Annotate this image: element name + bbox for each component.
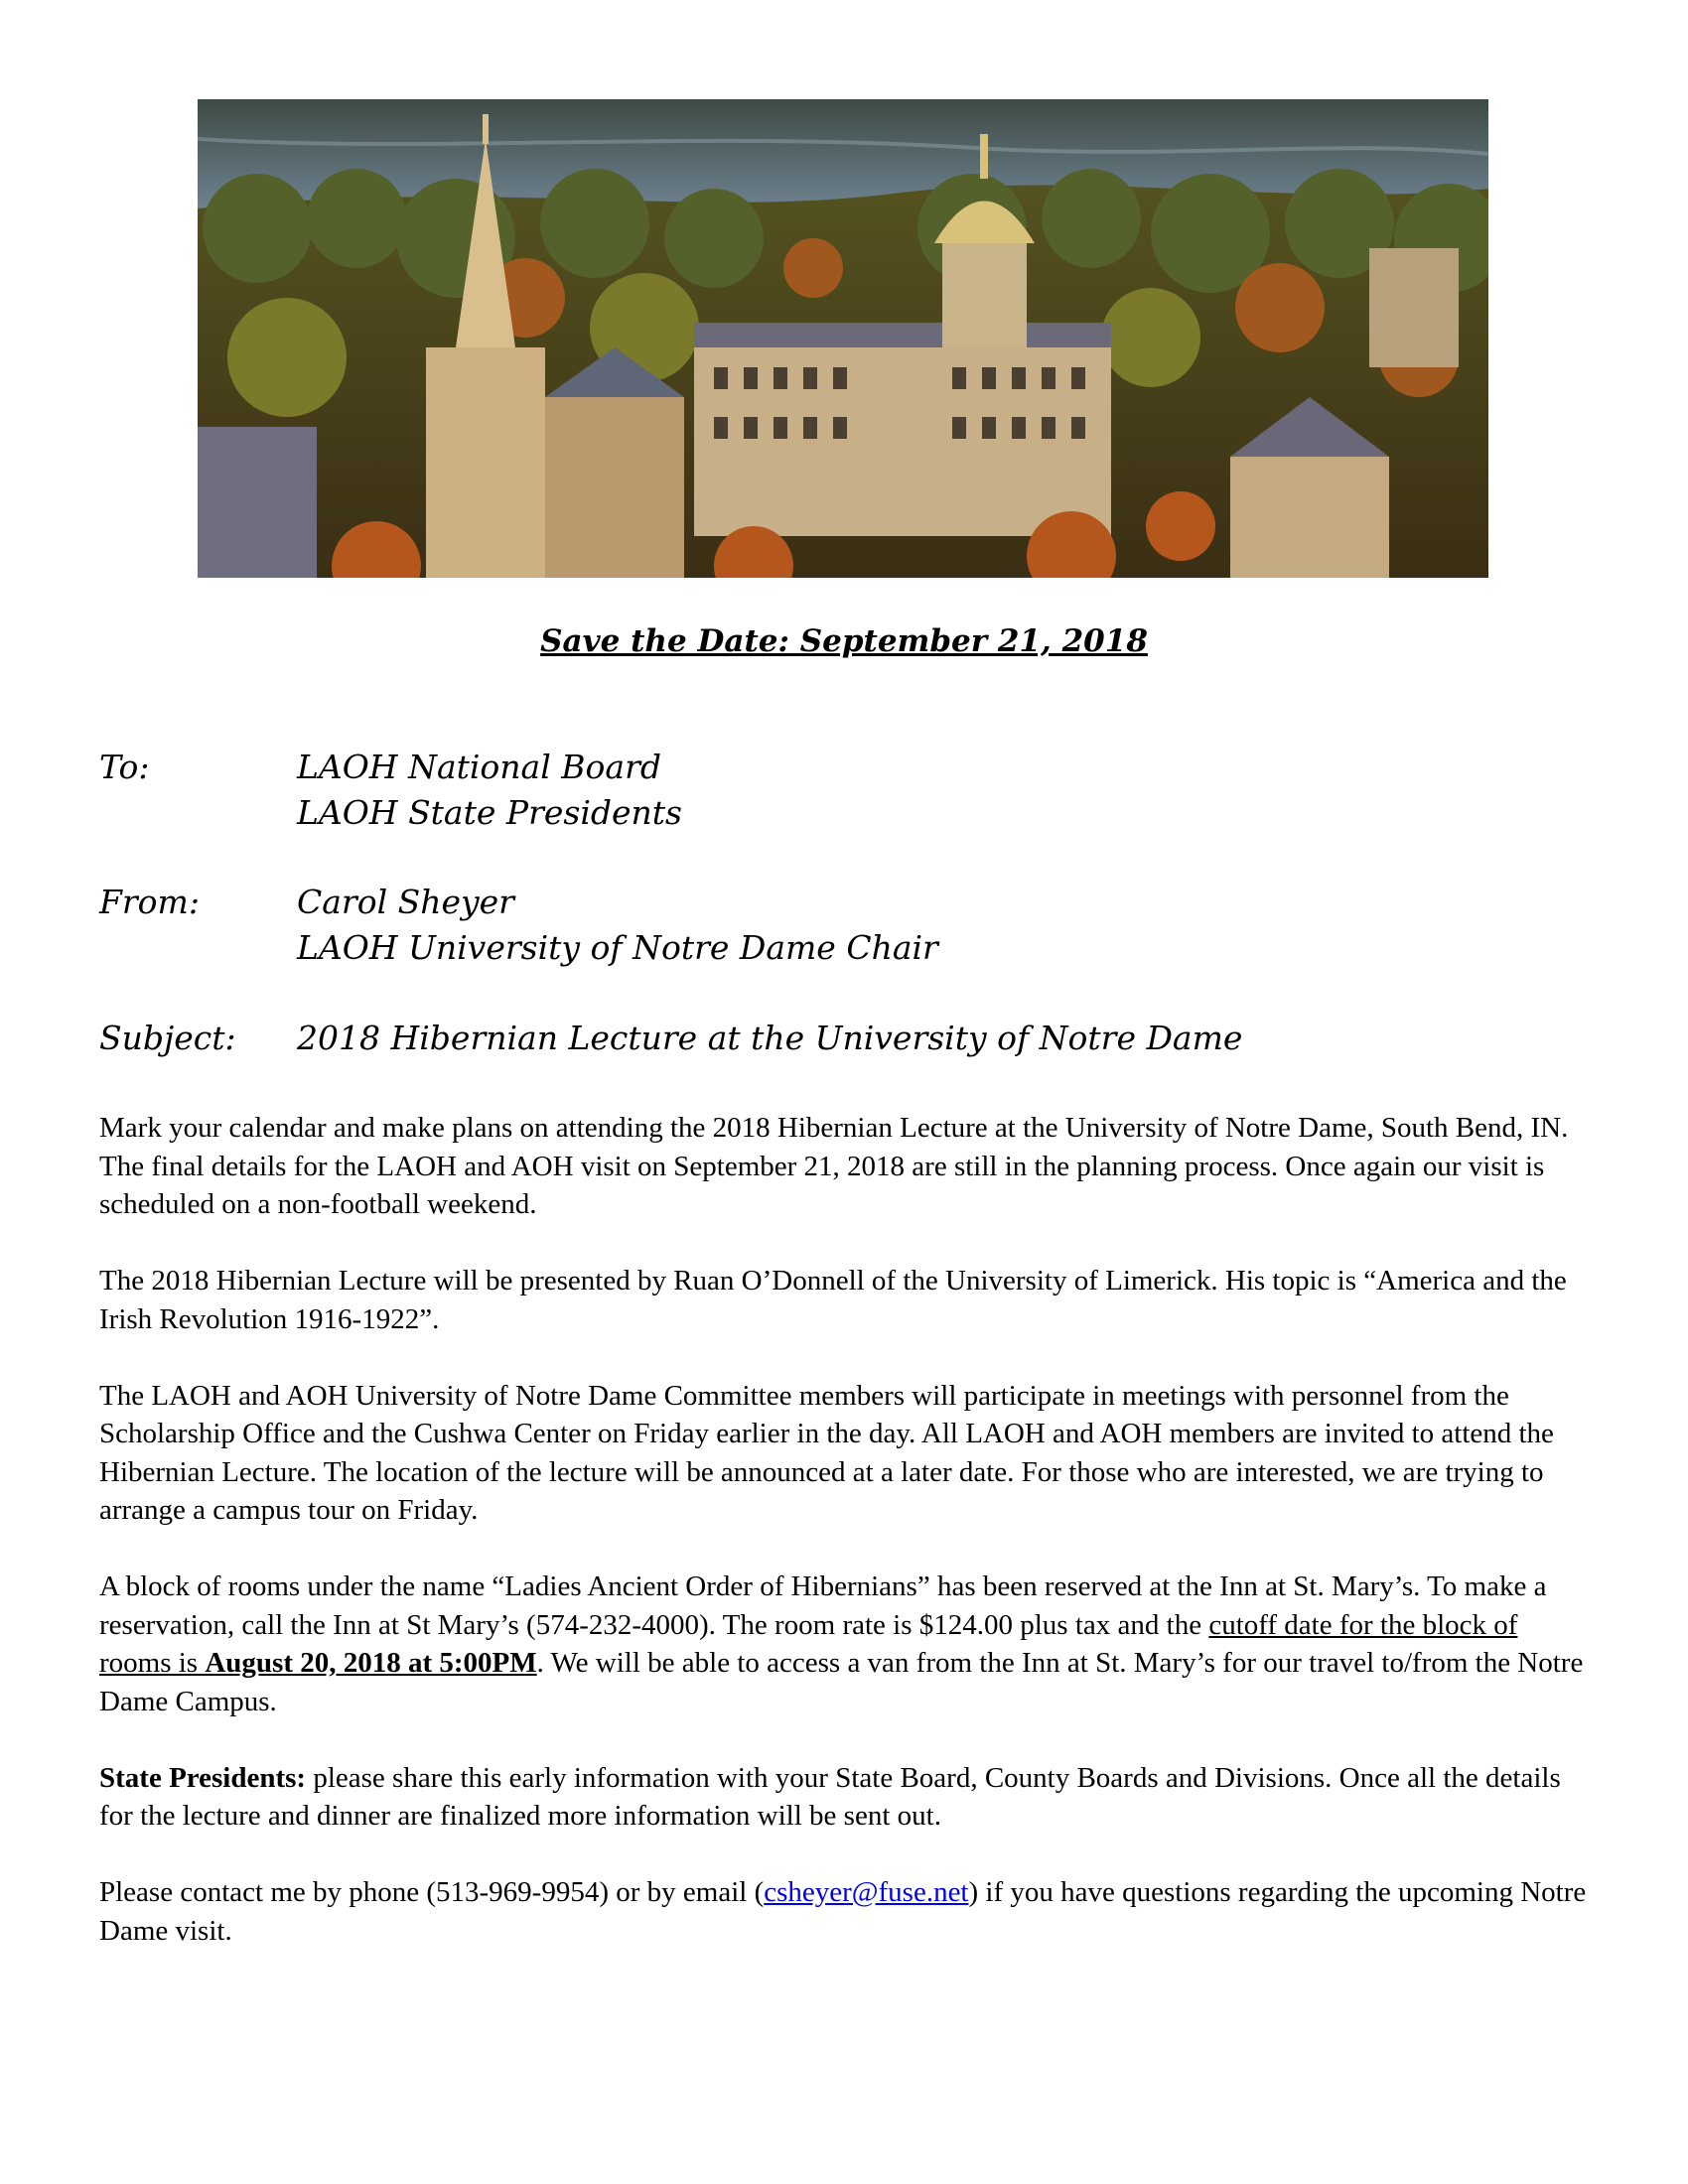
subject-text: 2018 Hibernian Lecture at the University of Notre Dame	[297, 1019, 1243, 1057]
letter-body	[99, 1109, 1594, 1988]
from-title: LAOH University of Notre Dame Chair	[297, 928, 938, 967]
from-label: From:	[99, 883, 200, 921]
email-link[interactable]: csheyer@fuse.net	[764, 1876, 969, 1908]
save-the-date-title: Save the Date: September 21, 2018	[540, 623, 1148, 659]
paragraph-contact: Please contact me by phone (513-969-9954) or by email (csheyer@fuse.net) if you have questions regarding the upcoming Notre Dame visit.	[99, 1876, 1587, 1947]
to-recipient: LAOH State Presidents	[297, 793, 682, 832]
to-label: To:	[99, 748, 150, 786]
to-recipient: LAOH National Board	[297, 748, 661, 786]
from-name: Carol Sheyer	[297, 883, 514, 921]
cutoff-date: August 20, 2018 at 5:00PM	[205, 1647, 537, 1679]
paragraph-announcement: Mark your calendar and make plans on attending the 2018 Hibernian Lecture at the University of Notre Dame, South Bend, IN. The final details for the LAOH and AOH visit on September 21, 2018 are still in the planning process. Once again our visit is scheduled on a non-football weekend.	[99, 1112, 1569, 1220]
university-campus-photo	[198, 99, 1488, 578]
paragraph-speaker: The 2018 Hibernian Lecture will be presented by Ruan O’Donnell of the University of Limerick. His topic is “America and the Irish Revolution 1916-1922”.	[99, 1265, 1567, 1335]
subject-label: Subject:	[99, 1019, 236, 1057]
paragraph-hotel: A block of rooms under the name “Ladies Ancient Order of Hibernians” has been reserved at the Inn at St. Mary’s. To make a reservation, call the Inn at St Mary’s (574-232-4000). The room rate is $124.00 plus tax and the cutoff date for the block of rooms is August 20, 2018 at 5:00PM. We will be able to access a van from the Inn at St. Mary’s for our travel to/from the Notre Dame Campus.	[99, 1570, 1584, 1717]
paragraph-state-presidents: State Presidents: please share this early information with your State Board, County Boards and Divisions. Once all the details for the lecture and dinner are finalized more information will be sent out.	[99, 1761, 1561, 1832]
paragraph-committee: The LAOH and AOH University of Notre Dame Committee members will participate in meetings with personnel from the Scholarship Office and the Cushwa Center on Friday earlier in the day. All LAOH and AOH members are invited to attend the Hibernian Lecture. The location of the lecture will be announced at a later date. For those who are interested, we are trying to arrange a campus tour on Friday.	[99, 1379, 1554, 1526]
